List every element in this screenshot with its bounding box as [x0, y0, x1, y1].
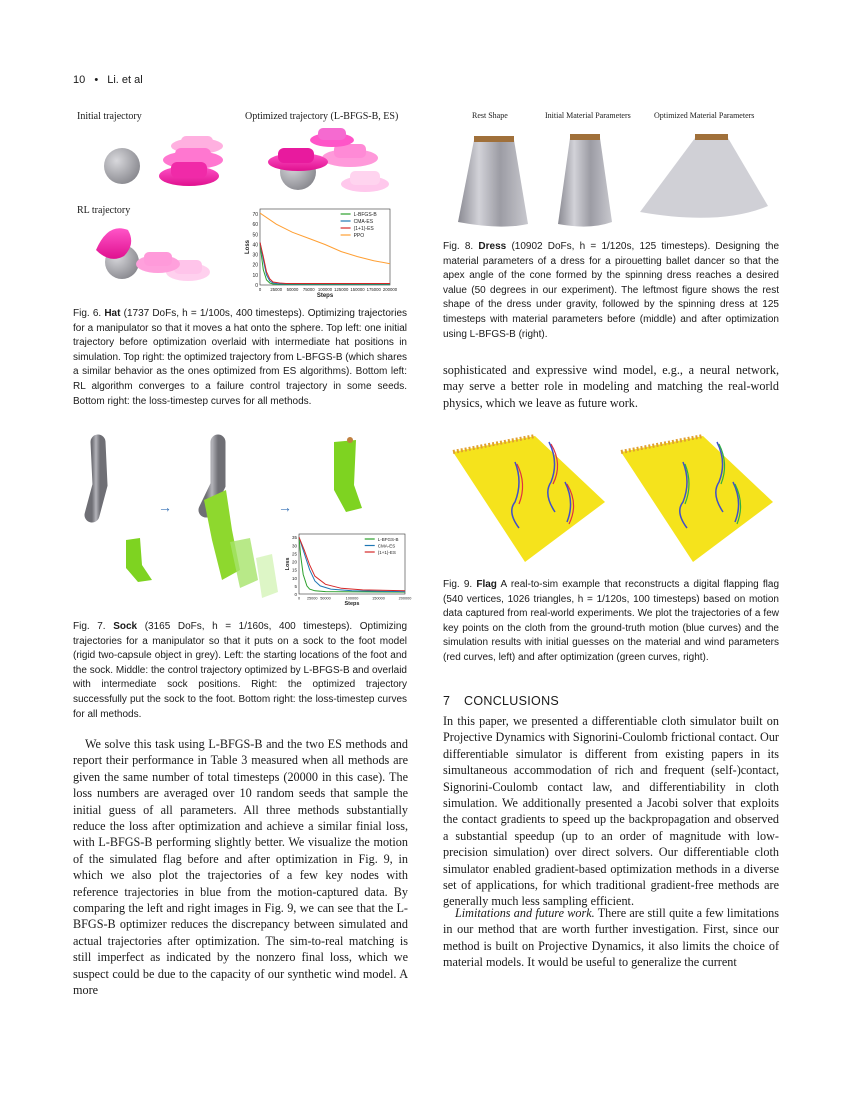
y-tick-label: 10: [252, 272, 258, 279]
x-tick-label: 200000: [398, 596, 412, 601]
limitations-text: There are still quite a few limitations in our method that are worth further investigation. First, since our method is built on Projective Dynamics, it also limits the choice of material models. It would be useful to generalize the current: [443, 906, 780, 970]
section-number: 7: [443, 694, 451, 708]
right-column-paragraph: sophisticated and expressive wind model, e.g., a neural network, may serve a better role in modeling and matching the real-world physics, which we leave as future work.: [443, 363, 779, 410]
running-header: [73, 74, 143, 86]
fig6-caption: [73, 307, 407, 409]
y-tick-label: 15: [291, 567, 297, 573]
fig9-caption-title: Flag: [476, 579, 497, 590]
y-tick-label: 20: [291, 559, 297, 565]
fig9-caption-prefix: Fig. 9.: [443, 579, 473, 590]
x-tick-label: 150000: [372, 596, 385, 601]
sphere: [104, 148, 140, 184]
hat-sequence: [159, 136, 223, 186]
section-heading: [443, 694, 559, 708]
fig8-caption: [443, 240, 779, 342]
fig7-caption-text: (3165 DoFs, h = 1/160s, 400 timesteps). Optimizing trajectories for a manipulator so that it puts on a sock to the foot model (rigid two-capsule object in grey). Left: the starting locations of the foot and the sock. Middle: the control trajectory optimized by L-BFGS-B and overlaid with intermediate sock positions. Right: the optimized trajectory successfully put the sock to the foot. Bottom right: the loss-timestep curves for all methods.: [73, 621, 408, 720]
arrow-icon: →: [158, 499, 172, 515]
x-tick-label: 0: [297, 596, 301, 601]
y-tick-label: 25: [291, 551, 297, 557]
x-tick-label: 100000: [345, 596, 359, 601]
fig9-image: [445, 432, 780, 572]
fig6-loss-chart: [240, 205, 398, 301]
foot-model-left: [92, 442, 100, 515]
x-tick-label: 125000: [334, 287, 349, 292]
fig6-label-initial: Initial trajectory: [77, 111, 142, 122]
y-tick-label: 60: [252, 222, 258, 229]
y-tick-label: 50: [252, 232, 258, 239]
series-line--1-1-es: [260, 242, 390, 283]
fig6-caption-prefix: Fig. 6.: [73, 308, 102, 319]
y-tick-label: 30: [252, 252, 258, 259]
conclusions-paragraph: In this paper, we presented a differentiable cloth simulator built on Projective Dynamics with Signorini-Coulomb frictional contact. Our differentiable simulator is different from existing papers in its simultaneous accommodation of rich and frequent (self-)contact, Signorini-Coulomb contact law, and differentiability in cloth simulation. We additionally presented a Jacobi solver that exploits the contact gradients to speed up the backpropagation and observed a substantial speedup (up to an order of magnitude with low-precision simulation) over direct solvers. Our differentiable cloth simulator enabled gradient-based optimization methods in a diverse set of applications, for which traditional gradient-free methods are generally much less sampling efficient.: [443, 714, 779, 909]
y-tick-label: 35: [291, 535, 297, 541]
y-axis-label: Loss: [245, 239, 251, 255]
fig8-label-optimized: Optimized Material Parameters: [654, 111, 755, 120]
series-line-l-bfgs-b: [260, 242, 390, 284]
fig6-label-optimized: Optimized trajectory (L-BFGS-B, ES): [245, 111, 399, 122]
x-tick-label: 200000: [382, 287, 398, 292]
x-axis-label: Steps: [344, 601, 360, 607]
y-tick-label: 10: [291, 575, 297, 581]
dress-optimized: [640, 134, 768, 218]
fig9-caption-text: A real-to-sim example that reconstructs a digital flapping flag (540 vertices, 1026 triangles, h = 1/120s, 100 timesteps) based on motion data captured from real-world experiments. We plot the trajectories of a few key points on the cloth from the ground-truth motion (blue curves) and the simulation results with initial guesses on the material and wind parameters (red curves, left) and after optimization (green curves, right).: [443, 579, 780, 663]
fig7-loss-chart: [283, 530, 410, 610]
legend-label: (1+1)-ES: [377, 550, 396, 555]
x-axis-label: Steps: [316, 293, 334, 299]
y-tick-label: 40: [252, 242, 258, 249]
section-title: CONCLUSIONS: [464, 694, 560, 708]
y-tick-label: 70: [252, 212, 258, 219]
limitations-heading: Limitations and future work.: [455, 906, 595, 920]
x-tick-label: 25000: [270, 287, 283, 292]
fig6-caption-title: Hat: [104, 308, 121, 319]
fig7-caption-title: Sock: [113, 621, 138, 632]
fig8-caption-text: (10902 DoFs, h = 1/120s, 125 timesteps). Designing the material parameters of a dress for a pirouetting ballet dancer so that the apex angle of the cone formed by the spinning dress reaches a desired value (50 degrees in our experiment). The leftmost figure shows the rest shape of the dress under gravity, followed by the spinning dress at 125 timesteps with material parameters before (middle) and after optimization using L-BFGS-B (right).: [443, 241, 779, 340]
dress-initial: [558, 134, 612, 227]
header-separator: •: [94, 74, 99, 86]
x-tick-label: 25000: [306, 596, 318, 601]
legend-label: PPO: [353, 233, 365, 239]
fig6-optimized-image: [270, 126, 400, 201]
legend-label: L-BFGS-B: [377, 537, 399, 542]
x-tick-label: 50000: [286, 287, 299, 292]
series-line-cma-es: [260, 242, 390, 284]
left-column-paragraph: We solve this task using L-BFGS-B and the two ES methods and report their performance in Table 3 measured when all methods are given the same number of total timesteps (20000 in this case). The loss numbers are averaged over 10 random seeds that sample the initial guess of all parameters. All three methods substantially reduce the loss after optimization and achieve a similar finial loss, with L-BFGS-B performing slightly better. We visualize the motion of the simulated flag before and after optimization in Fig. 9, in which we also plot the trajectories of a few key nodes with reference trajectories in blue from the motion-captured data. By comparing the left and right images in Fig. 9, we can see that the L-BFGS-B optimizer reduces the discrepancy between simulated and actual trajectories after optimization. The sim-to-real matching is still imperfect as indicated by the nonzero final loss, which we suspect could be due to the capacity of our synthetic wind model. A more: [73, 737, 408, 998]
flag-initial: [453, 436, 605, 562]
y-tick-label: 5: [294, 583, 297, 589]
fig7-caption: [73, 620, 407, 722]
x-tick-label: 50000: [320, 596, 331, 601]
fig6-rl-image: [88, 220, 218, 292]
fig9-caption: [443, 578, 779, 666]
legend-label: CMA-ES: [377, 543, 396, 549]
header-authors: Li. et al: [107, 74, 143, 86]
page-number: 10: [73, 74, 86, 86]
y-tick-label: 0: [255, 283, 258, 289]
sock-middle: [204, 490, 278, 598]
fig8-caption-prefix: Fig. 8.: [443, 241, 474, 252]
fig8-label-rest: Rest Shape: [472, 111, 508, 120]
y-tick-label: 30: [291, 543, 297, 549]
y-axis-label: Loss: [285, 557, 292, 571]
legend-label: (1+1)-ES: [353, 226, 374, 232]
fig6-label-rl: RL trajectory: [77, 205, 131, 216]
x-tick-label: 100000: [317, 287, 333, 292]
x-tick-label: 150000: [350, 287, 365, 292]
fig8-image: [450, 126, 780, 236]
x-tick-label: 175000: [366, 287, 381, 292]
legend-label: CMA-ES: [353, 219, 374, 225]
x-tick-label: 75000: [302, 287, 315, 292]
legend-label: L-BFGS-B: [353, 212, 377, 218]
dress-rest: [458, 136, 528, 227]
fig8-caption-title: Dress: [478, 241, 507, 252]
limitations-paragraph: [443, 905, 779, 971]
x-tick-label: 0: [258, 287, 262, 292]
arrow-icon: →: [278, 499, 292, 515]
flag-optimized: [621, 436, 773, 562]
sock-right: [334, 437, 362, 512]
y-tick-label: 20: [252, 262, 258, 269]
sock-left: [126, 538, 152, 582]
y-tick-label: 0: [294, 592, 297, 597]
fig8-label-initial: Initial Material Parameters: [545, 111, 631, 120]
fig6-initial-image: [95, 128, 235, 196]
fig7-caption-prefix: Fig. 7.: [73, 621, 106, 632]
fig6-caption-text: (1737 DoFs, h = 1/100s, 400 timesteps). Optimizing trajectories for a manipulator so that it moves a hat onto the sphere. Top left: one initial trajectory before optimization overlaid with intermediate hat positions in simulation. Top right: the optimized trajectory from L-BFGS-B (which shares a similar behavior as the ones optimized from ES algorithms). Bottom left: RL algorithm converges to a failure control trajectory in some seeds. Bottom right: the loss-timestep curves for all methods.: [73, 308, 408, 407]
